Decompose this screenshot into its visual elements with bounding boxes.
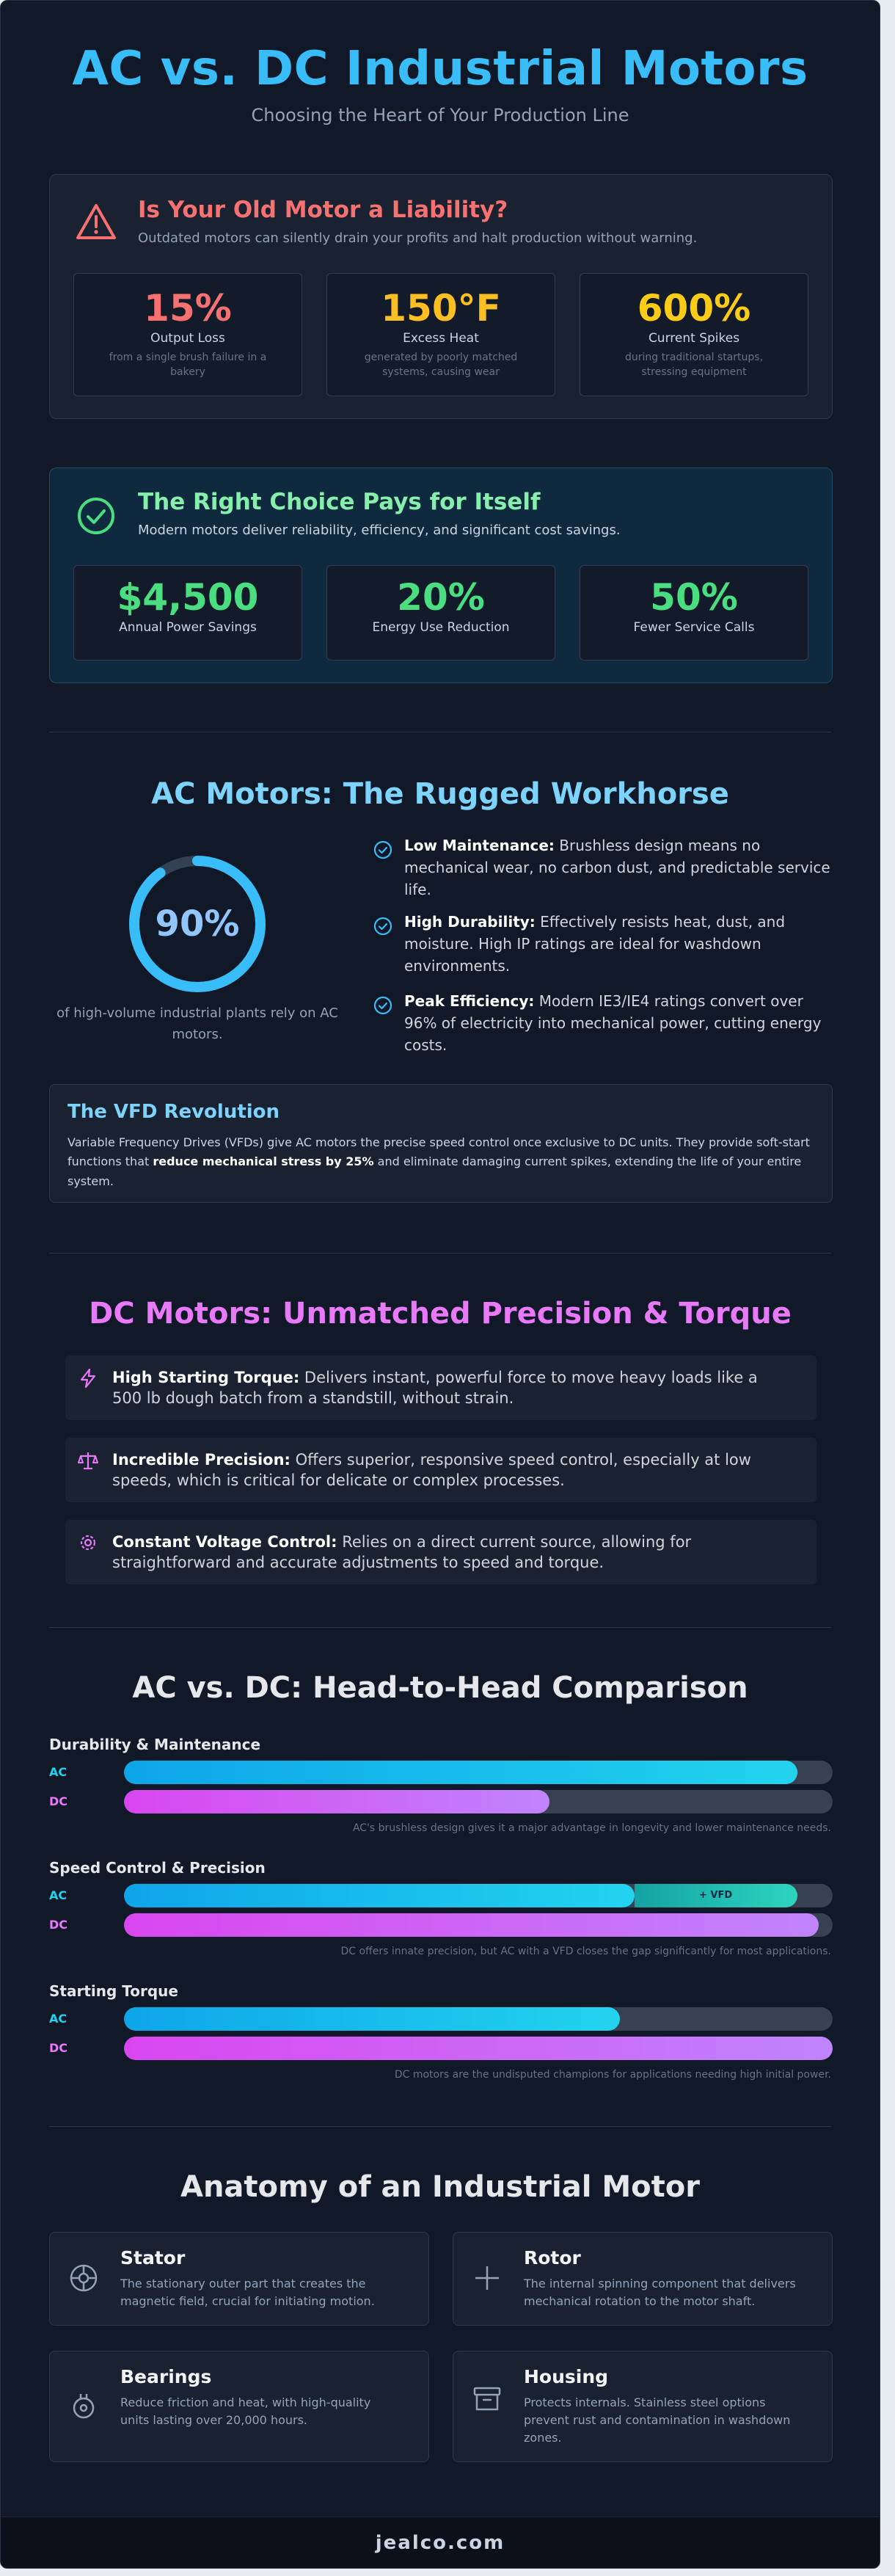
footer <box>1 2517 880 2568</box>
comparison-category: Durability & Maintenance <box>49 1736 261 1753</box>
check-circle-icon <box>373 840 392 859</box>
ac-gauge <box>125 852 269 996</box>
liability-title: Is Your Old Motor a Liability? <box>138 197 508 223</box>
plus-icon <box>471 2262 503 2294</box>
bullet-text: Effectively resists heat, dust, and moisture. High IP ratings are ideal for washdown environments. <box>404 913 786 975</box>
gauge-value: 90% <box>155 903 240 945</box>
vfd-callout <box>49 1084 833 1203</box>
dc-label: DC <box>49 2041 68 2055</box>
ac-label: AC <box>49 1888 67 1902</box>
stat-value: 600% <box>637 287 751 330</box>
stat-label: Annual Power Savings <box>119 620 257 635</box>
part-name: Housing <box>524 2366 609 2387</box>
speed-dc-bar <box>124 1913 819 1937</box>
divider <box>49 2126 831 2127</box>
stat-value: 15% <box>144 287 232 330</box>
anatomy-card-housing <box>453 2351 833 2462</box>
stat-current-spikes <box>580 273 808 396</box>
stat-value: $4,500 <box>117 576 259 619</box>
bar-track <box>124 1761 833 1784</box>
bullet-lead: High Durability: <box>404 913 536 931</box>
part-name: Rotor <box>524 2247 581 2268</box>
warning-icon <box>75 203 117 242</box>
payoff-card <box>49 467 833 683</box>
stat-value: 50% <box>650 576 738 619</box>
liability-card <box>49 174 833 419</box>
box-icon <box>471 2382 503 2415</box>
ac-label: AC <box>49 1765 67 1779</box>
payoff-subtitle: Modern motors deliver reliability, efficiency, and significant cost savings. <box>138 523 621 538</box>
bullet-text: Modern IE3/IE4 ratings convert over 96% of electricity into mechanical power, cutting energy costs. <box>404 992 822 1054</box>
scale-icon <box>77 1449 99 1471</box>
stat-desc: from a single brush failure in a bakery <box>109 352 267 379</box>
part-desc: The internal spinning component that delivers mechanical rotation to the motor shaft. <box>524 2277 796 2308</box>
stat-label: Excess Heat <box>403 331 479 346</box>
comparison-title: AC vs. DC: Head-to-Head Comparison <box>132 1671 748 1705</box>
footer-brand-link[interactable]: jealco.com <box>375 2532 505 2554</box>
part-desc: The stationary outer part that creates the magnetic field, crucial for initiating motion. <box>120 2277 375 2308</box>
page-subtitle: Choosing the Heart of Your Production Line <box>251 105 629 125</box>
comparison-category: Starting Torque <box>49 1982 178 2000</box>
dc-label: DC <box>49 1918 68 1932</box>
part-desc: Protects internals. Stainless steel options prevent rust and contamination in washdown zones. <box>524 2395 791 2445</box>
comparison-note: DC motors are the undisputed champions for applications needing high initial power. <box>394 2069 831 2081</box>
comparison-note: AC's brushless design gives it a major advantage in longevity and lower maintenance needs. <box>352 1822 831 1834</box>
dc-item-voltage: Constant Voltage Control: Relies on a direct current source, allowing for straightforward and accurate adjustments to speed and torque. <box>65 1520 817 1584</box>
stat-desc: during traditional startups, stressing equipment <box>624 352 764 379</box>
bar-track <box>124 1884 833 1907</box>
liability-subtitle: Outdated motors can silently drain your profits and halt production without warning. <box>138 230 698 246</box>
anatomy-card-bearings <box>49 2351 429 2462</box>
stat-label: Current Spikes <box>648 331 740 346</box>
check-circle-icon <box>373 917 392 936</box>
stat-service-calls <box>580 565 808 661</box>
divider <box>49 1253 831 1254</box>
dc-item-torque: High Starting Torque: Delivers instant, powerful force to move heavy loads like a 500 lb dough batch from a standstill, without strain. <box>65 1356 817 1420</box>
stat-excess-heat <box>326 273 555 396</box>
stat-label: Energy Use Reduction <box>372 620 510 635</box>
bar-track <box>124 2007 833 2031</box>
lightning-icon <box>77 1367 99 1389</box>
anatomy-title: Anatomy of an Industrial Motor <box>180 2170 700 2204</box>
divider <box>49 1627 831 1628</box>
speed-ac-bar <box>124 1884 635 1907</box>
comparison-note: DC offers innate precision, but AC with a VFD closes the gap significantly for most applications. <box>340 1946 831 1957</box>
part-name: Stator <box>120 2247 186 2268</box>
bearing-icon <box>67 2390 100 2422</box>
bar-track <box>124 1913 833 1937</box>
bar-track <box>124 1790 833 1813</box>
check-circle-icon <box>76 496 116 536</box>
bullet-text: Brushless design means no mechanical wear, no carbon dust, and predictable service life. <box>404 837 830 898</box>
payoff-title: The Right Choice Pays for Itself <box>138 489 541 515</box>
torque-ac-bar <box>124 2007 620 2031</box>
stat-label: Fewer Service Calls <box>633 620 755 635</box>
stat-desc: generated by poorly matched systems, causing wear <box>364 352 518 379</box>
check-circle-icon <box>373 996 392 1015</box>
vfd-highlight: reduce mechanical stress by 25% <box>153 1154 374 1169</box>
ac-label: AC <box>49 2012 67 2026</box>
durability-dc-bar <box>124 1790 549 1813</box>
vfd-title: The VFD Revolution <box>67 1101 280 1123</box>
stat-label: Output Loss <box>150 331 225 346</box>
durability-ac-bar <box>124 1761 797 1784</box>
part-name: Bearings <box>120 2366 212 2387</box>
dc-label: DC <box>49 1794 68 1808</box>
ac-section-title: AC Motors: The Rugged Workhorse <box>151 777 729 811</box>
bullet-lead: Low Maintenance: <box>404 837 555 854</box>
bar-track <box>124 2037 833 2060</box>
comparison-category: Speed Control & Precision <box>49 1859 266 1877</box>
stat-value: 150°F <box>381 287 501 330</box>
gauge-caption: of high-volume industrial plants rely on AC motors. <box>56 1005 338 1042</box>
dc-section-title: DC Motors: Unmatched Precision & Torque <box>89 1297 792 1331</box>
anatomy-card-stator <box>49 2232 429 2326</box>
gear-icon <box>77 1532 99 1554</box>
anatomy-card-rotor <box>453 2232 833 2326</box>
dc-item-precision: Incredible Precision: Offers superior, responsive speed control, especially at low speeds, which is critical for delicate or complex processes. <box>65 1438 817 1502</box>
stat-energy-reduction <box>326 565 555 661</box>
part-desc: Reduce friction and heat, with high-quality units lasting over 20,000 hours. <box>120 2395 371 2427</box>
stat-output-loss <box>73 273 302 396</box>
bullet-lead: Peak Efficiency: <box>404 992 535 1010</box>
stat-power-savings <box>73 565 302 661</box>
page-title: AC vs. DC Industrial Motors <box>72 42 808 96</box>
speed-ac-vfd-bar: + VFD <box>635 1884 797 1907</box>
torque-dc-bar <box>124 2037 833 2060</box>
stator-icon <box>67 2262 100 2294</box>
vfd-text: Variable Frequency Drives (VFDs) give AC motors the precise speed control once exclusive to DC units. They provide soft-start functions that reduce mechanical stress by 25% and eliminate damaging current spikes, extending the life of your entire system. <box>67 1135 810 1188</box>
stat-value: 20% <box>397 576 485 619</box>
